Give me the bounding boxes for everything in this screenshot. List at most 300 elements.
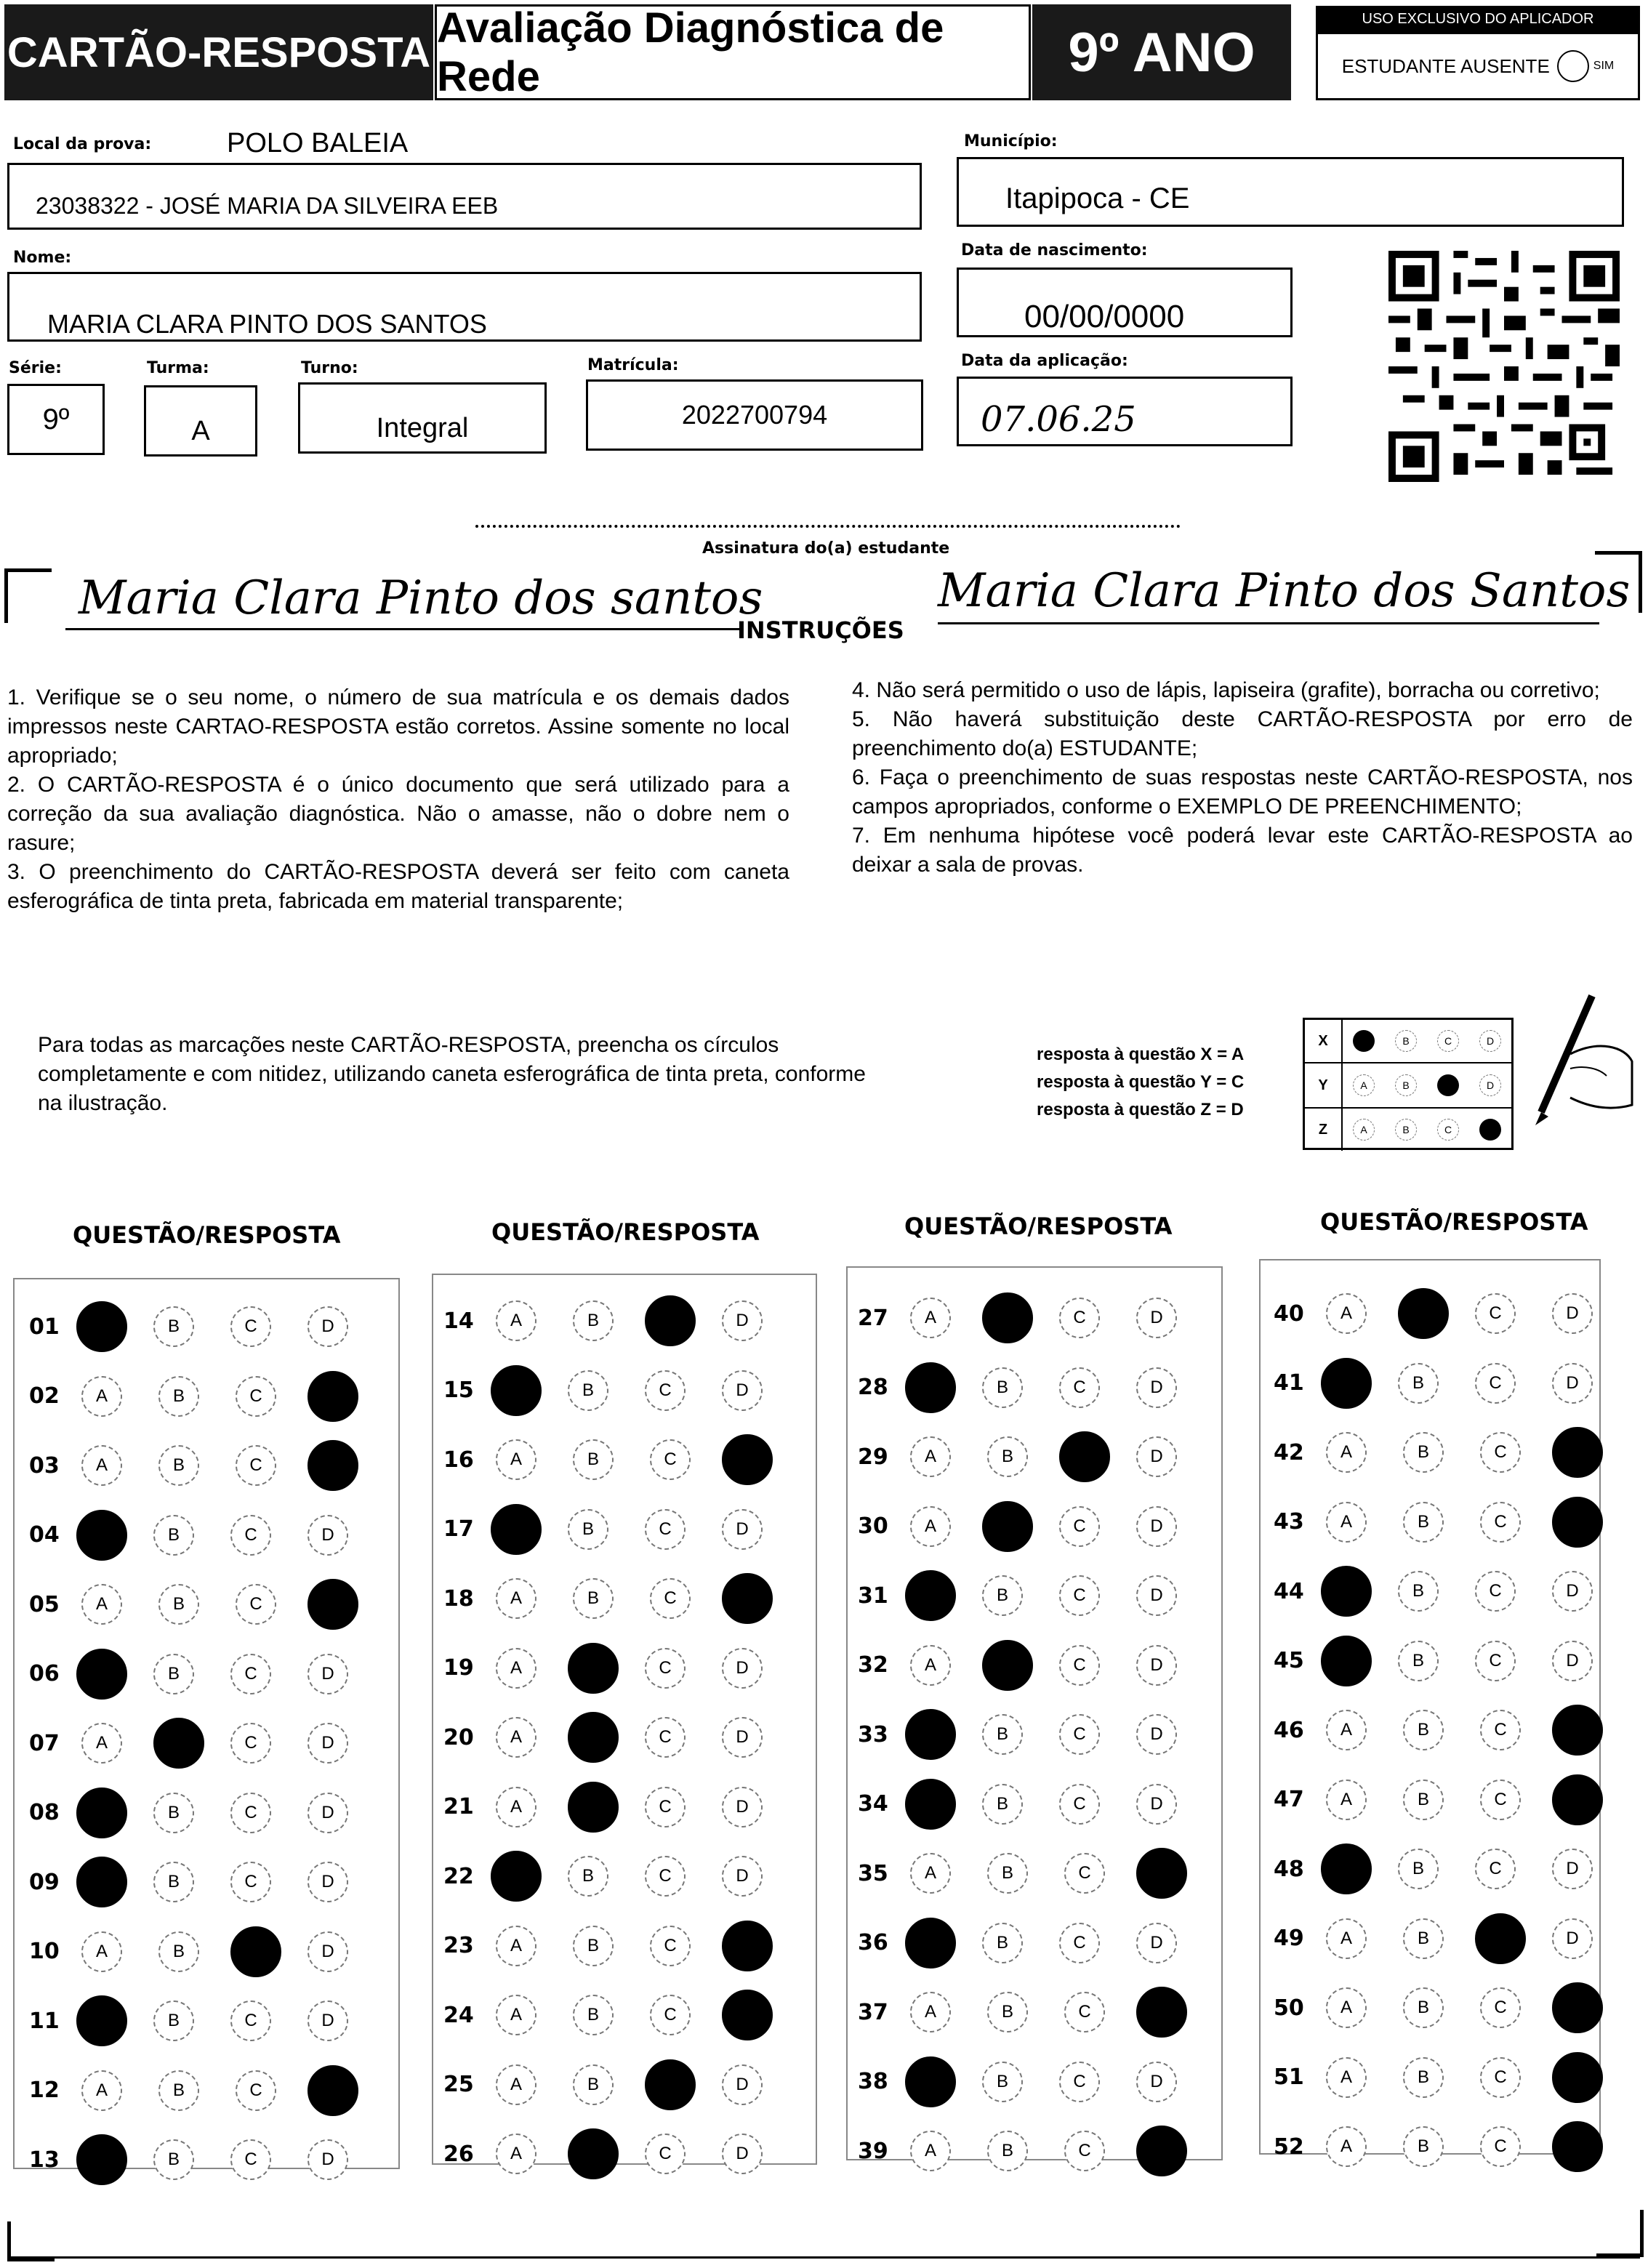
answer-bubble-a[interactable]: A — [496, 1787, 536, 1827]
answer-bubble-b[interactable] — [568, 1782, 619, 1833]
nome-label: Nome: — [13, 249, 72, 267]
answer-bubble-a[interactable]: A — [496, 2064, 536, 2105]
answer-bubble-c[interactable]: C — [1059, 2062, 1100, 2102]
answer-bubble-d[interactable]: D — [722, 1370, 763, 1411]
question-row — [29, 1926, 385, 1977]
answer-bubble-a[interactable]: A — [1326, 1432, 1367, 1473]
answer-bubble-a[interactable]: A — [910, 1992, 951, 2032]
answer-bubble-c[interactable]: C — [230, 1306, 271, 1347]
question-number: 18 — [443, 1585, 474, 1612]
answer-bubble-c[interactable]: C — [230, 1723, 271, 1764]
answer-bubble-a[interactable] — [905, 1779, 956, 1830]
answer-bubble-d[interactable]: D — [1136, 1298, 1177, 1338]
answer-bubble-b[interactable]: B — [568, 1856, 608, 1897]
answer-bubble-d[interactable] — [722, 1434, 773, 1485]
answer-bubble-a[interactable] — [905, 1570, 956, 1621]
answer-bubble-a[interactable] — [76, 1857, 127, 1907]
turma-label: Turma: — [147, 359, 209, 377]
question-row — [443, 1573, 799, 1624]
answer-bubble-c[interactable]: C — [650, 1926, 691, 1966]
matricula-label: Matrícula: — [587, 356, 679, 374]
answer-bubble-a[interactable]: A — [81, 1376, 122, 1417]
answer-bubble-a[interactable] — [491, 1365, 542, 1416]
question-number: 11 — [29, 2008, 60, 2034]
question-number: 06 — [29, 1661, 60, 1686]
answer-bubble-c[interactable]: C — [650, 1439, 691, 1480]
answer-bubble-c[interactable]: C — [1475, 1571, 1516, 1612]
example-dot — [1353, 1030, 1375, 1052]
answer-bubble-c[interactable]: C — [1059, 1298, 1100, 1338]
question-row — [1274, 1774, 1629, 1825]
pen-illustration-icon — [1498, 989, 1636, 1134]
answer-bubble-d[interactable]: D — [1136, 2062, 1177, 2102]
answer-bubble-c[interactable] — [230, 1926, 281, 1977]
answer-bubble-a[interactable]: A — [496, 1717, 536, 1758]
answer-bubble-d[interactable]: D — [1136, 1645, 1177, 1686]
answer-bubble-c[interactable]: C — [1480, 2126, 1521, 2167]
answer-bubble-c[interactable]: C — [236, 1445, 276, 1486]
answer-bubble-a[interactable]: A — [1326, 2126, 1367, 2167]
instructions-right — [852, 676, 1633, 880]
example-bubble — [1385, 1063, 1427, 1107]
answer-bubble-c[interactable]: C — [230, 1515, 271, 1556]
answer-bubble-a[interactable]: A — [1326, 1987, 1367, 2028]
answer-bubble-b[interactable]: B — [1403, 2057, 1444, 2098]
answer-bubble-b[interactable]: B — [153, 2000, 194, 2041]
answer-bubble-a[interactable]: A — [1326, 1293, 1367, 1334]
answer-bubble-a[interactable]: A — [81, 1584, 122, 1625]
answer-bubble-d[interactable]: D — [308, 1654, 348, 1694]
answer-bubble-b[interactable]: B — [987, 1992, 1028, 2032]
answer-bubble-d[interactable]: D — [722, 1717, 763, 1758]
answer-bubble-a[interactable]: A — [81, 2070, 122, 2111]
answer-bubble-c[interactable]: C — [1059, 1784, 1100, 1825]
answer-bubble-d[interactable]: D — [722, 2134, 763, 2174]
answer-bubble-c[interactable] — [645, 2059, 696, 2110]
answer-bubble-d[interactable] — [1136, 2126, 1187, 2176]
answer-bubble-c[interactable]: C — [1059, 1575, 1100, 1616]
example-dot: B — [1395, 1030, 1417, 1052]
example-bubble — [1343, 1063, 1385, 1107]
answer-bubble-a[interactable] — [76, 1649, 127, 1700]
question-row — [1274, 1843, 1629, 1894]
answer-bubble-a[interactable]: A — [81, 1445, 122, 1486]
answer-bubble-b[interactable]: B — [1403, 1987, 1444, 2028]
answer-bubble-c[interactable]: C — [1059, 1714, 1100, 1755]
question-number: 33 — [858, 1721, 888, 1748]
answer-bubble-d[interactable] — [308, 1440, 358, 1491]
answer-bubble-a[interactable]: A — [1326, 1502, 1367, 1543]
serie-value: 9º — [42, 403, 70, 435]
answer-bubble-a[interactable] — [905, 2056, 956, 2107]
question-number: 26 — [443, 2141, 474, 2167]
question-number: 52 — [1274, 2134, 1304, 2160]
answer-bubble-a[interactable]: A — [496, 1439, 536, 1480]
answer-bubble-a[interactable] — [905, 1918, 956, 1969]
answer-bubble-c[interactable] — [1475, 1913, 1526, 1964]
legend-y: resposta à questão Y = C — [1037, 1072, 1245, 1092]
answer-bubble-d[interactable]: D — [1552, 1293, 1593, 1334]
answer-bubble-d[interactable]: D — [722, 1856, 763, 1897]
question-number: 48 — [1274, 1856, 1304, 1882]
answer-bubble-a[interactable]: A — [496, 1926, 536, 1966]
matricula-field — [586, 379, 923, 451]
answer-bubble-a[interactable]: A — [1326, 1710, 1367, 1750]
answer-bubble-c[interactable]: C — [1059, 1367, 1100, 1408]
question-number: 49 — [1274, 1926, 1304, 1951]
answer-bubble-b[interactable]: B — [158, 1376, 199, 1417]
answer-bubble-b[interactable] — [982, 1292, 1033, 1343]
answer-bubble-d[interactable]: D — [308, 2139, 348, 2180]
answer-bubble-d[interactable]: D — [308, 1723, 348, 1764]
answer-bubble-d[interactable] — [1136, 1848, 1187, 1899]
answer-bubble-a[interactable]: A — [1326, 1780, 1367, 1820]
answer-bubble-d[interactable]: D — [1136, 1367, 1177, 1408]
answer-bubble-c[interactable]: C — [230, 2000, 271, 2041]
example-q-label: Z — [1305, 1109, 1343, 1151]
answer-bubble-c[interactable]: C — [236, 1584, 276, 1625]
instruction-2: 2. O CARTÃO-RESPOSTA é o único documento que será utilizado para a correção da sua avaliação diagnóstica. Não o amasse, não o dobre nem o rasure; — [7, 773, 789, 855]
answer-bubble-b[interactable]: B — [982, 1367, 1023, 1408]
answer-bubble-d[interactable]: D — [308, 1306, 348, 1347]
answer-bubble-b[interactable]: B — [982, 2062, 1023, 2102]
answer-bubble-d[interactable]: D — [1136, 1506, 1177, 1547]
question-row — [29, 1788, 385, 1838]
answer-bubble-b[interactable]: B — [573, 1995, 614, 2035]
question-row — [29, 2065, 385, 2116]
question-row — [858, 1292, 1213, 1343]
answer-bubble-c[interactable]: C — [1064, 2131, 1105, 2171]
answer-bubble-a[interactable] — [491, 1851, 542, 1902]
example-dot: C — [1437, 1119, 1459, 1141]
answer-bubble-b[interactable] — [568, 1643, 619, 1694]
question-number: 14 — [443, 1308, 474, 1334]
answer-bubble-b[interactable]: B — [573, 2064, 614, 2105]
answer-bubble-d[interactable]: D — [1136, 1923, 1177, 1963]
answer-bubble-b[interactable]: B — [1403, 1502, 1444, 1543]
question-row — [1274, 2052, 1629, 2103]
instruction-1: 1. Verifique se o seu nome, o número de sua matrícula e os demais dados impressos neste CARTAO-RESPOSTA estão corretos. Assine somente no local apropriado; — [7, 685, 789, 768]
question-header-2: QUESTÃO/RESPOSTA — [491, 1218, 760, 1246]
answer-bubble-b[interactable]: B — [153, 1654, 194, 1694]
answer-bubble-d[interactable]: D — [722, 2064, 763, 2105]
answer-bubble-c[interactable]: C — [1480, 1987, 1521, 2028]
answer-bubble-b[interactable]: B — [1403, 2126, 1444, 2167]
answer-bubble-a[interactable]: A — [910, 1298, 951, 1338]
answer-bubble-b[interactable]: B — [1403, 1780, 1444, 1820]
answer-bubble-d[interactable] — [1552, 2052, 1603, 2103]
answer-bubble-d[interactable]: D — [722, 1300, 763, 1341]
answer-bubble-c[interactable] — [645, 1295, 696, 1346]
answer-bubble-c[interactable]: C — [645, 1648, 686, 1689]
answer-bubble-c[interactable]: C — [645, 1856, 686, 1897]
answer-bubble-b[interactable]: B — [153, 2139, 194, 2180]
bottom-right-bracket — [1596, 2210, 1644, 2257]
answer-bubble-c[interactable]: C — [1059, 1923, 1100, 1963]
aplicacao-label: Data da aplicação: — [961, 352, 1128, 370]
signature-label: Assinatura do(a) estudante — [702, 539, 950, 558]
answer-bubble-d[interactable] — [1136, 1987, 1187, 2038]
answer-bubble-d[interactable]: D — [1552, 1849, 1593, 1889]
question-number: 38 — [858, 2069, 888, 2094]
answer-bubble-c[interactable]: C — [1475, 1641, 1516, 1681]
instruction-5: 5. Não haverá substituição deste CARTÃO-RESPOSTA por erro de preenchimento do(a) ESTUDANTE; — [852, 707, 1633, 760]
answer-bubble-b[interactable]: B — [982, 1784, 1023, 1825]
answer-bubble-d[interactable]: D — [308, 1515, 348, 1556]
answer-bubble-b[interactable]: B — [1398, 1641, 1439, 1681]
nascimento-label: Data de nascimento: — [961, 241, 1148, 260]
answer-bubble-d[interactable]: D — [308, 1931, 348, 1972]
answer-bubble-a[interactable] — [76, 1510, 127, 1561]
answer-bubble-d[interactable] — [1552, 1982, 1603, 2033]
question-number: 09 — [29, 1869, 60, 1895]
answer-bubble-a[interactable]: A — [910, 1645, 951, 1686]
answer-bubble-c[interactable]: C — [650, 1578, 691, 1619]
answer-bubble-b[interactable]: B — [158, 1584, 199, 1625]
answer-bubble-a[interactable] — [491, 1504, 542, 1555]
answer-bubble-b[interactable]: B — [573, 1439, 614, 1480]
answer-bubble-b[interactable] — [982, 1640, 1033, 1691]
answer-bubble-a[interactable] — [76, 1995, 127, 2046]
answer-bubble-a[interactable] — [905, 1709, 956, 1760]
example-bubble — [1385, 1020, 1427, 1062]
answer-bubble-a[interactable] — [76, 1301, 127, 1352]
answer-bubble-c[interactable]: C — [1480, 2057, 1521, 2098]
answer-bubble-c[interactable]: C — [236, 2070, 276, 2111]
answer-bubble-c[interactable]: C — [1059, 1645, 1100, 1686]
turma-field — [144, 385, 257, 457]
example-dot — [1437, 1074, 1459, 1096]
example-dot: D — [1479, 1030, 1501, 1052]
exam-title: Avaliação Diagnóstica de Rede — [437, 4, 944, 100]
answer-bubble-a[interactable] — [1321, 1566, 1372, 1617]
answer-bubble-c[interactable]: C — [1480, 1432, 1521, 1473]
question-row — [858, 1501, 1213, 1552]
question-number: 45 — [1274, 1648, 1304, 1673]
answer-bubble-c[interactable]: C — [230, 1654, 271, 1694]
qr-code — [1388, 250, 1620, 483]
answer-bubble-a[interactable]: A — [81, 1723, 122, 1764]
question-header-1: QUESTÃO/RESPOSTA — [73, 1221, 341, 1249]
answer-bubble-d[interactable]: D — [1136, 1714, 1177, 1755]
exam-title-box — [435, 4, 1031, 100]
school-field — [7, 163, 922, 230]
answer-bubble-a[interactable]: A — [496, 2134, 536, 2174]
example-bubble — [1343, 1109, 1385, 1151]
municipio-value: Itapipoca - CE — [1005, 182, 1190, 214]
answer-bubble-d[interactable]: D — [1552, 1918, 1593, 1959]
answer-bubble-b[interactable]: B — [987, 1436, 1028, 1477]
answer-bubble-b[interactable]: B — [573, 1578, 614, 1619]
answer-bubble-b[interactable]: B — [158, 1445, 199, 1486]
answer-bubble-a[interactable] — [76, 1788, 127, 1838]
example-dot: D — [1479, 1074, 1501, 1096]
answer-bubble-d[interactable]: D — [1552, 1641, 1593, 1681]
answer-bubble-d[interactable] — [722, 1573, 773, 1624]
answer-bubble-c[interactable]: C — [236, 1376, 276, 1417]
answer-bubble-d[interactable]: D — [308, 1793, 348, 1833]
question-row — [1274, 1982, 1629, 2033]
answer-bubble-b[interactable] — [153, 1718, 204, 1769]
answer-bubble-c[interactable]: C — [645, 1717, 686, 1758]
answer-bubble-d[interactable]: D — [1552, 1571, 1593, 1612]
question-number: 35 — [858, 1860, 888, 1886]
answer-bubble-d[interactable]: D — [722, 1648, 763, 1689]
answer-bubble-c[interactable]: C — [645, 1787, 686, 1827]
answer-bubble-c[interactable]: C — [230, 1793, 271, 1833]
question-number: 43 — [1274, 1509, 1304, 1535]
question-row — [443, 1504, 799, 1555]
instruction-7: 7. Em nenhuma hipótese você poderá levar este CARTÃO-RESPOSTA ao deixar a sala de provas. — [852, 824, 1633, 877]
answer-bubble-d[interactable] — [308, 1371, 358, 1422]
answer-bubble-b[interactable]: B — [153, 1306, 194, 1347]
answer-bubble-b[interactable]: B — [568, 1370, 608, 1411]
answer-bubble-a[interactable]: A — [1326, 1918, 1367, 1959]
example-bubble-filled — [1427, 1063, 1469, 1107]
answer-bubble-a[interactable]: A — [910, 2131, 951, 2171]
answer-bubble-a[interactable]: A — [1326, 2057, 1367, 2098]
answer-bubble-b[interactable] — [982, 1501, 1033, 1552]
question-header-3: QUESTÃO/RESPOSTA — [904, 1213, 1173, 1240]
answer-bubble-d[interactable] — [1552, 1497, 1603, 1548]
answer-bubble-a[interactable] — [1321, 1843, 1372, 1894]
answer-bubble-c[interactable]: C — [1475, 1293, 1516, 1334]
answer-bubble-d[interactable] — [1552, 1705, 1603, 1756]
answer-bubble-d[interactable] — [1552, 1427, 1603, 1478]
answer-bubble-d[interactable]: D — [1552, 1363, 1593, 1404]
question-row — [443, 1295, 799, 1346]
answer-bubble-a[interactable] — [1321, 1636, 1372, 1686]
answer-bubble-d[interactable] — [308, 1579, 358, 1630]
example-q-label: Y — [1305, 1063, 1343, 1107]
answer-bubble-c[interactable]: C — [1475, 1849, 1516, 1889]
answer-bubble-b[interactable]: B — [1403, 1432, 1444, 1473]
example-bubble — [1427, 1109, 1469, 1151]
answer-bubble-b[interactable]: B — [153, 1793, 194, 1833]
answer-bubble-a[interactable]: A — [81, 1931, 122, 1972]
answer-bubble-b[interactable]: B — [158, 1931, 199, 1972]
answer-bubble-d[interactable]: D — [1136, 1575, 1177, 1616]
answer-bubble-c[interactable]: C — [1064, 1992, 1105, 2032]
answer-bubble-b[interactable]: B — [158, 2070, 199, 2111]
absent-bubble[interactable] — [1557, 50, 1589, 82]
answer-bubble-d[interactable] — [722, 1921, 773, 1971]
answer-bubble-c[interactable]: C — [1480, 1502, 1521, 1543]
question-row — [29, 1718, 385, 1769]
answer-bubble-d[interactable]: D — [1136, 1784, 1177, 1825]
answer-bubble-a[interactable]: A — [496, 1300, 536, 1341]
answer-bubble-d[interactable]: D — [308, 1862, 348, 1902]
answer-bubble-b[interactable]: B — [1398, 1849, 1439, 1889]
answer-bubble-b[interactable]: B — [982, 1923, 1023, 1963]
question-number: 27 — [858, 1305, 888, 1331]
answer-bubble-c[interactable]: C — [645, 2134, 686, 2174]
question-number: 02 — [29, 1383, 60, 1409]
answer-bubble-a[interactable]: A — [496, 1995, 536, 2035]
answer-bubble-c[interactable]: C — [1059, 1506, 1100, 1547]
answer-bubble-b[interactable]: B — [573, 1926, 614, 1966]
answer-bubble-c[interactable]: C — [650, 1995, 691, 2035]
answer-bubble-a[interactable] — [1321, 1358, 1372, 1409]
example-bubble — [1385, 1109, 1427, 1151]
question-number: 13 — [29, 2147, 60, 2173]
question-number: 05 — [29, 1591, 60, 1617]
answer-bubble-c[interactable]: C — [230, 2139, 271, 2180]
answer-bubble-a[interactable]: A — [910, 1853, 951, 1894]
answer-bubble-a[interactable] — [76, 2134, 127, 2185]
answer-bubble-d[interactable]: D — [722, 1509, 763, 1550]
answer-bubble-c[interactable]: C — [230, 1862, 271, 1902]
answer-bubble-b[interactable]: B — [987, 1853, 1028, 1894]
answer-bubble-c[interactable]: C — [645, 1509, 686, 1550]
answer-bubble-b[interactable]: B — [1398, 1363, 1439, 1404]
answer-bubble-a[interactable]: A — [496, 1648, 536, 1689]
instructions-title: INSTRUÇÕES — [737, 616, 904, 644]
answer-bubble-b[interactable]: B — [153, 1862, 194, 1902]
answer-bubble-b[interactable]: B — [1398, 1571, 1439, 1612]
answer-bubble-a[interactable]: A — [910, 1506, 951, 1547]
aplicacao-field — [957, 377, 1293, 446]
answer-bubble-c[interactable]: C — [1480, 1710, 1521, 1750]
answer-bubble-b[interactable] — [568, 2128, 619, 2179]
question-number: 03 — [29, 1452, 60, 1479]
answer-bubble-b[interactable] — [568, 1712, 619, 1763]
answer-bubble-c[interactable] — [1059, 1431, 1110, 1482]
answer-bubble-b[interactable]: B — [982, 1575, 1023, 1616]
answer-bubble-a[interactable]: A — [496, 1578, 536, 1619]
answer-bubble-d[interactable] — [1552, 2121, 1603, 2172]
question-number: 29 — [858, 1444, 888, 1470]
nome-field — [7, 272, 922, 342]
question-number: 44 — [1274, 1578, 1304, 1604]
answer-bubble-b[interactable]: B — [568, 1509, 608, 1550]
example-grid — [1303, 1018, 1514, 1150]
question-row — [858, 1987, 1213, 2038]
question-row — [858, 2126, 1213, 2176]
turno-field — [298, 382, 547, 454]
answer-bubble-d[interactable] — [1552, 1774, 1603, 1825]
answer-bubble-c[interactable]: C — [1064, 1853, 1105, 1894]
answer-bubble-d[interactable] — [722, 1990, 773, 2040]
example-legend — [1037, 1041, 1244, 1124]
school-value: 23038322 - JOSÉ MARIA DA SILVEIRA EEB — [36, 193, 499, 219]
answer-bubble-b[interactable]: B — [1403, 1710, 1444, 1750]
answer-bubble-b[interactable]: B — [987, 2131, 1028, 2171]
question-number: 36 — [858, 1930, 888, 1955]
question-row — [443, 1782, 799, 1833]
answer-bubble-b[interactable]: B — [1403, 1918, 1444, 1959]
answer-bubble-d[interactable] — [308, 2065, 358, 2116]
card-title: CARTÃO-RESPOSTA — [4, 4, 433, 100]
turma-value: A — [191, 416, 210, 446]
question-header-4: QUESTÃO/RESPOSTA — [1320, 1208, 1588, 1236]
answer-bubble-c[interactable]: C — [1475, 1363, 1516, 1404]
answer-bubble-a[interactable] — [905, 1362, 956, 1413]
answer-bubble-b[interactable]: B — [982, 1714, 1023, 1755]
answer-bubble-c[interactable]: C — [645, 1370, 686, 1411]
answer-bubble-c[interactable]: C — [1480, 1780, 1521, 1820]
answer-bubble-b[interactable]: B — [153, 1515, 194, 1556]
left-corner-bracket — [4, 568, 52, 623]
answer-bubble-b[interactable]: B — [573, 1300, 614, 1341]
answer-bubble-a[interactable]: A — [910, 1436, 951, 1477]
answer-bubble-d[interactable]: D — [1136, 1436, 1177, 1477]
question-row — [1274, 1705, 1629, 1756]
answer-bubble-d[interactable]: D — [308, 2000, 348, 2041]
answer-bubble-d[interactable]: D — [722, 1787, 763, 1827]
answer-bubble-b[interactable] — [1398, 1288, 1449, 1339]
absent-option: SIM — [1593, 60, 1615, 72]
